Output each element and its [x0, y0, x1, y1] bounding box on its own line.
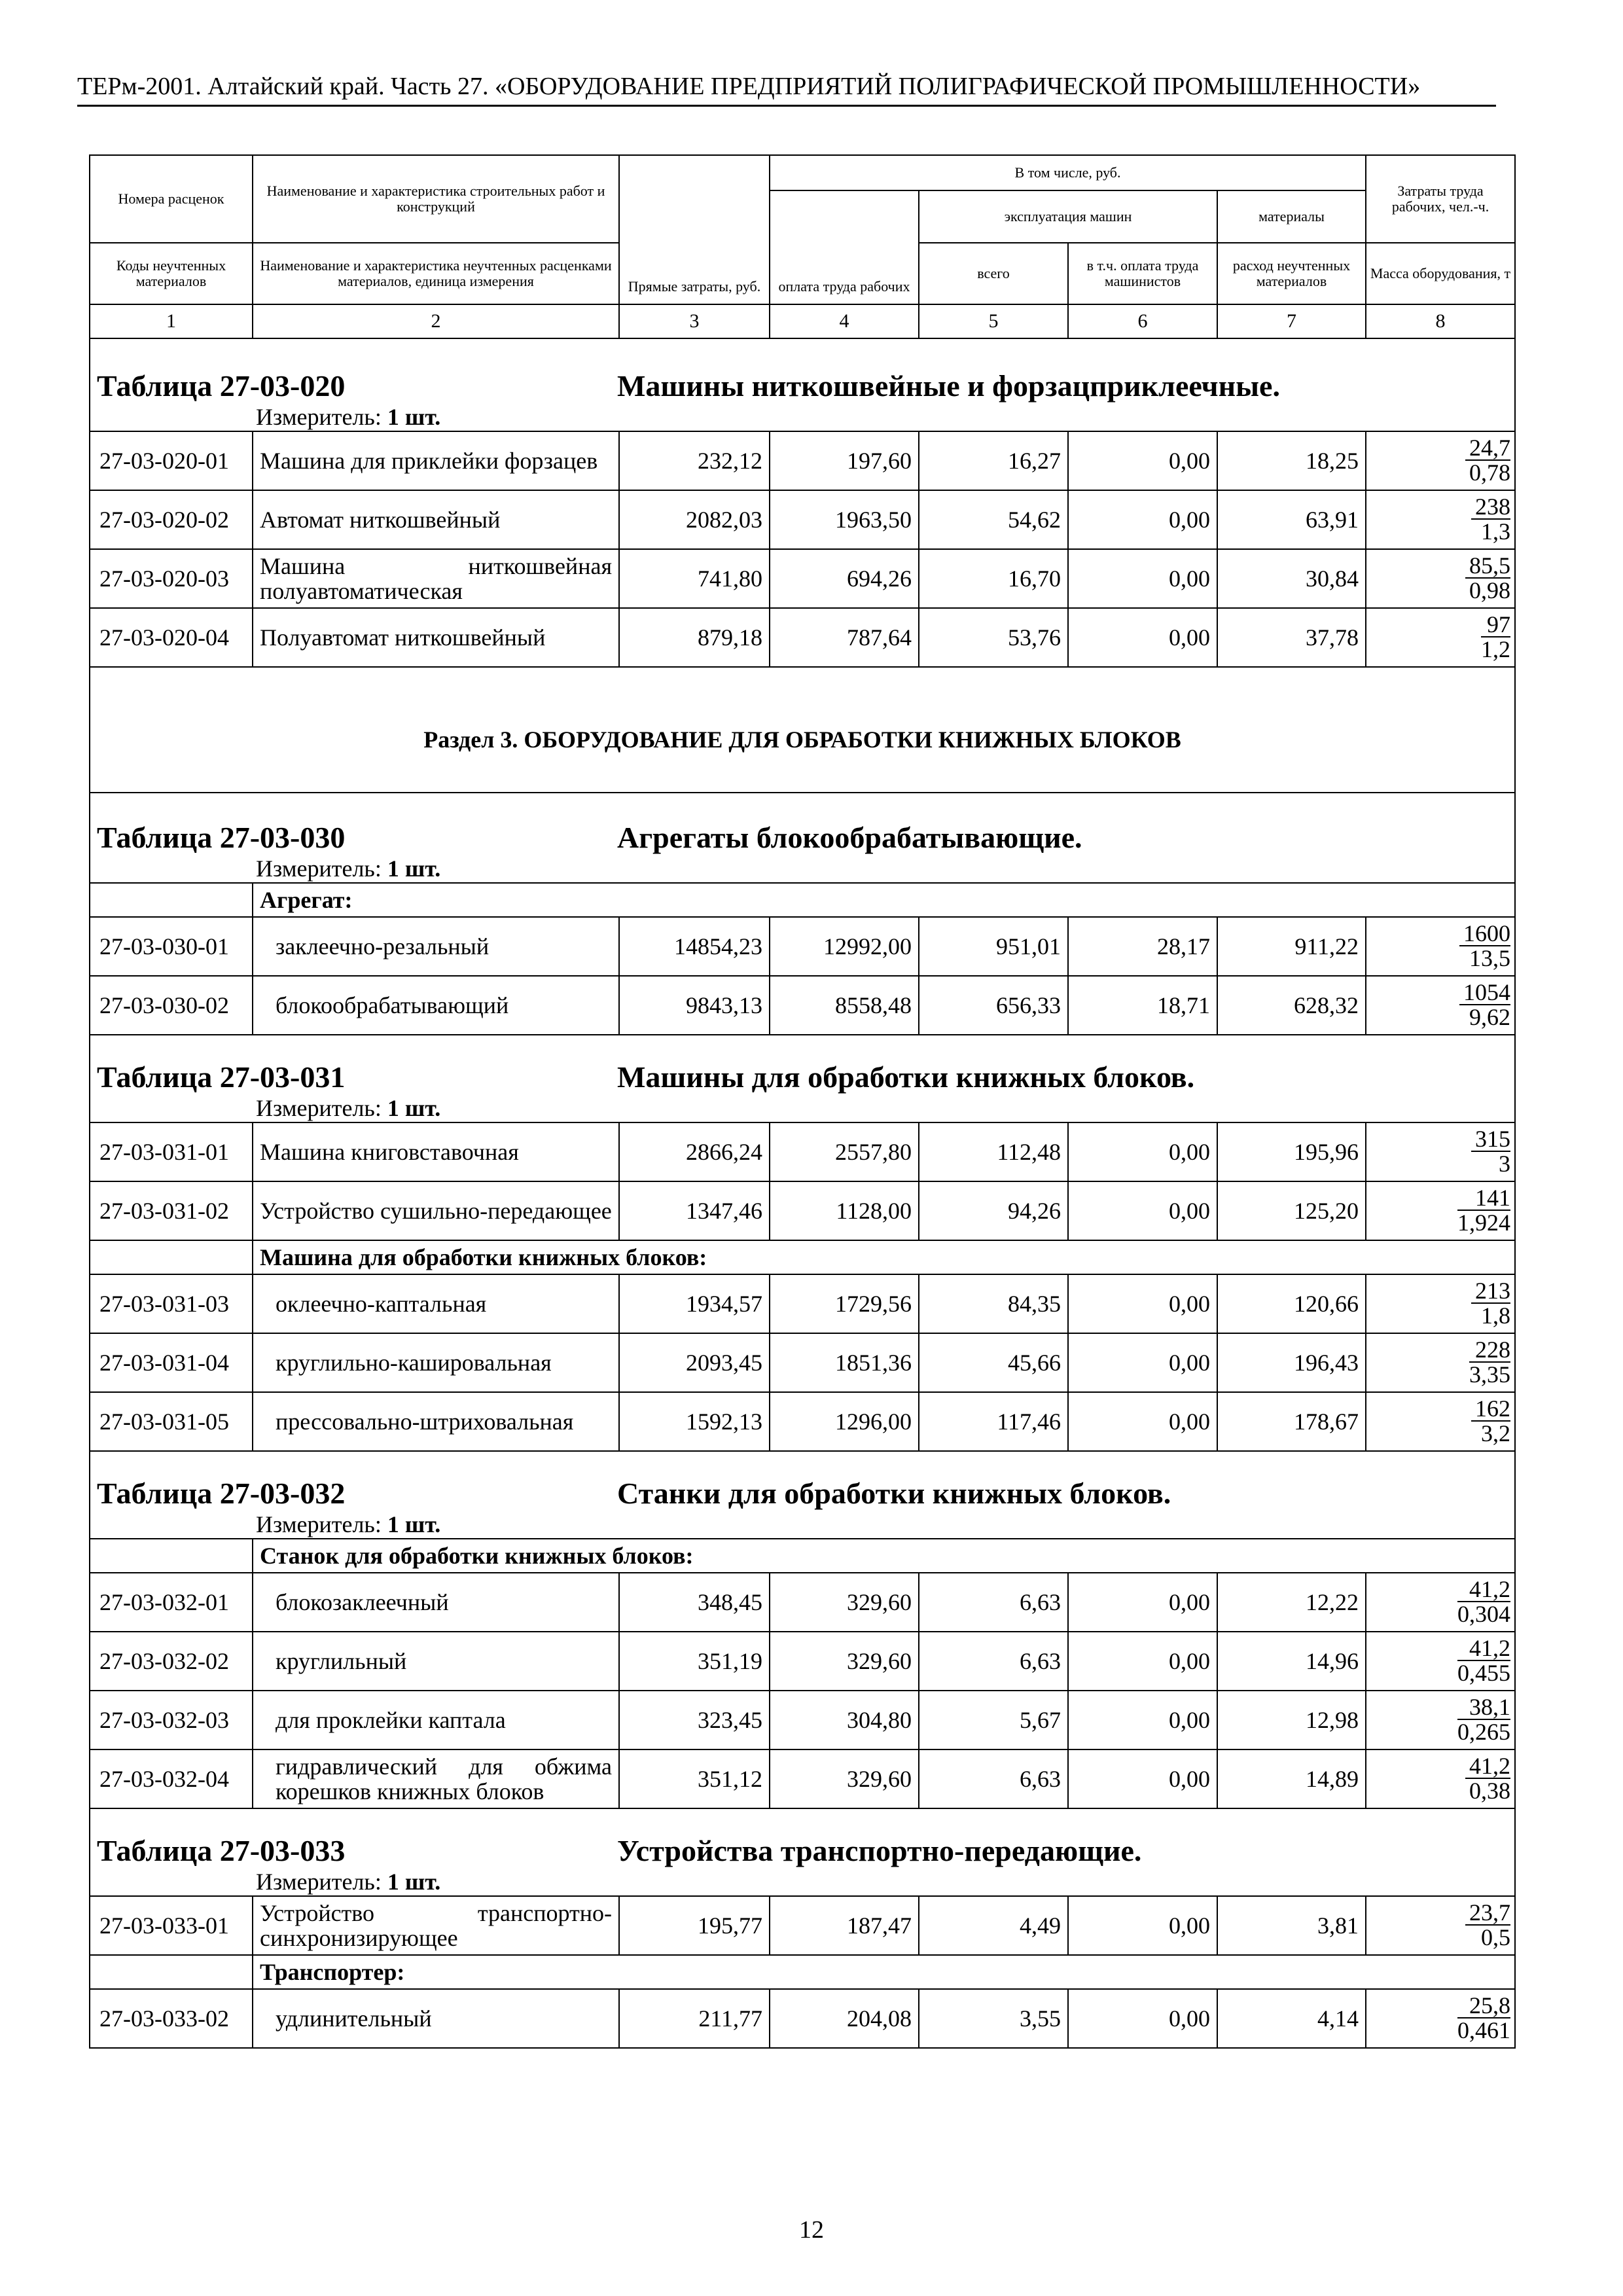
value-mach: 84,35: [919, 1274, 1068, 1333]
meter-label: Измеритель:: [256, 1869, 382, 1895]
value-pay: 1128,00: [770, 1181, 919, 1240]
value-machpay: 0,00: [1068, 549, 1217, 608]
rate-name: удлинительный: [253, 1989, 619, 2048]
th-materials: материалы: [1217, 190, 1366, 243]
table-row: [90, 1274, 1515, 1333]
rate-code: 27-03-030-02: [90, 976, 253, 1035]
value-pay: 2557,80: [770, 1122, 919, 1181]
labor-mass-cell: [1366, 1749, 1515, 1808]
value-mat: 3,81: [1217, 1896, 1366, 1955]
value-machpay: 0,00: [1068, 1392, 1217, 1451]
value-pay: 1296,00: [770, 1392, 919, 1451]
value-mach: 54,62: [919, 490, 1068, 549]
meter-value: 1 шт.: [387, 1511, 441, 1537]
labor-mass-cell: [1366, 1691, 1515, 1749]
labor-mass-cell: [1366, 1989, 1515, 2048]
th-including: В том числе, руб.: [770, 155, 1366, 190]
table-title: Устройства транспортно-передающие.: [617, 1833, 1142, 1867]
column-number: 4: [770, 304, 919, 338]
meter-cell: [90, 855, 1515, 883]
th-total: всего: [919, 243, 1068, 304]
table-row: [90, 490, 1515, 549]
column-number: 1: [90, 304, 253, 338]
labor-mass-fraction: [1471, 495, 1510, 543]
rate-code: 27-03-020-04: [90, 608, 253, 667]
value-direct: 9843,13: [619, 976, 770, 1035]
labor-mass-fraction: [1457, 1994, 1510, 2042]
mass-value: 0,98: [1469, 577, 1511, 603]
meter-cell: [90, 1511, 1515, 1539]
rate-code: 27-03-032-04: [90, 1749, 253, 1808]
table-row: [90, 976, 1515, 1035]
mass-value: 0,265: [1457, 1718, 1511, 1745]
value-pay: 1851,36: [770, 1333, 919, 1392]
rate-code: 27-03-030-01: [90, 917, 253, 976]
value-mat: 12,22: [1217, 1573, 1366, 1632]
labor-value: 213: [1471, 1279, 1510, 1304]
value-pay: 204,08: [770, 1989, 919, 2048]
labor-mass-fraction: [1465, 554, 1510, 602]
value-direct: 1592,13: [619, 1392, 770, 1451]
labor-mass-fraction: [1465, 1901, 1510, 1949]
labor-value: 1054: [1459, 980, 1510, 1005]
value-mach: 117,46: [919, 1392, 1068, 1451]
value-machpay: 0,00: [1068, 1122, 1217, 1181]
meter-row: [90, 1094, 1515, 1122]
rate-name: оклеечно-каптальная: [253, 1274, 619, 1333]
table-title-cell: [90, 338, 1515, 403]
th-machinist-pay: в т.ч. оплата труда машинистов: [1068, 243, 1217, 304]
rate-name: Автомат ниткошвейный: [253, 490, 619, 549]
labor-mass-fraction: [1457, 1186, 1510, 1234]
rate-name: для проклейки каптала: [253, 1691, 619, 1749]
group-row: [90, 1955, 1515, 1989]
labor-mass-cell: [1366, 1632, 1515, 1691]
th-work-name: Наименование и характеристика строительных работ и конструкций: [253, 155, 619, 243]
table-title-row: [90, 1451, 1515, 1511]
value-mach: 4,49: [919, 1896, 1068, 1955]
value-mach: 6,63: [919, 1749, 1068, 1808]
rate-name: Устройство транспортно-синхронизирующее: [253, 1896, 619, 1955]
column-number: 2: [253, 304, 619, 338]
value-mach: 112,48: [919, 1122, 1068, 1181]
value-mach: 951,01: [919, 917, 1068, 976]
rate-name: Полуавтомат ниткошвейный: [253, 608, 619, 667]
meter-value: 1 шт.: [387, 855, 441, 882]
value-mat: 195,96: [1217, 1122, 1366, 1181]
value-direct: 1934,57: [619, 1274, 770, 1333]
labor-mass-fraction: [1459, 922, 1510, 970]
group-empty-cell: [90, 1240, 253, 1274]
value-mat: 12,98: [1217, 1691, 1366, 1749]
table-row: [90, 549, 1515, 608]
table-number: Таблица 27-03-020: [97, 368, 346, 403]
table-title-row: [90, 793, 1515, 855]
rate-code: 27-03-031-05: [90, 1392, 253, 1451]
labor-mass-cell: [1366, 490, 1515, 549]
value-pay: 12992,00: [770, 917, 919, 976]
rate-name: блокообрабатывающий: [253, 976, 619, 1035]
mass-value: 0,304: [1457, 1600, 1511, 1627]
table-row: [90, 917, 1515, 976]
value-pay: 187,47: [770, 1896, 919, 1955]
labor-value: 162: [1471, 1397, 1510, 1422]
table-title-row: [90, 338, 1515, 403]
table-title-cell: [90, 1451, 1515, 1511]
value-machpay: 18,71: [1068, 976, 1217, 1035]
meter-label: Измеритель:: [256, 1511, 382, 1537]
value-machpay: 0,00: [1068, 490, 1217, 549]
value-mach: 6,63: [919, 1632, 1068, 1691]
rate-code: 27-03-032-02: [90, 1632, 253, 1691]
value-direct: 741,80: [619, 549, 770, 608]
group-empty-cell: [90, 1955, 253, 1989]
table-title: Агрегаты блокообрабатывающие.: [617, 820, 1082, 854]
table-title-cell: [90, 1035, 1515, 1094]
value-direct: 2093,45: [619, 1333, 770, 1392]
group-row: [90, 1539, 1515, 1573]
value-mach: 16,70: [919, 549, 1068, 608]
table-row: [90, 1632, 1515, 1691]
value-direct: 195,77: [619, 1896, 770, 1955]
mass-value: 0,5: [1481, 1924, 1511, 1950]
labor-mass-cell: [1366, 608, 1515, 667]
table-title: Машины для обработки книжных блоков.: [617, 1060, 1195, 1094]
value-direct: 2082,03: [619, 490, 770, 549]
rate-code: 27-03-020-03: [90, 549, 253, 608]
value-mach: 5,67: [919, 1691, 1068, 1749]
labor-value: 41,2: [1465, 1754, 1510, 1779]
rate-name: круглильный: [253, 1632, 619, 1691]
table-content: [90, 338, 1515, 2048]
rate-name: Машина для приклейки форзацев: [253, 431, 619, 490]
table-number: Таблица 27-03-030: [97, 820, 346, 854]
meter-row: [90, 1511, 1515, 1539]
labor-mass-fraction: [1471, 1397, 1510, 1445]
column-number: 6: [1068, 304, 1217, 338]
value-direct: 348,45: [619, 1573, 770, 1632]
group-label: Станок для обработки книжных блоков:: [253, 1539, 1515, 1573]
rate-name: Машина ниткошвейная полуавтоматическая: [253, 549, 619, 608]
value-machpay: 0,00: [1068, 1274, 1217, 1333]
value-machpay: 0,00: [1068, 431, 1217, 490]
labor-value: 228: [1469, 1338, 1510, 1363]
labor-mass-fraction: [1469, 1338, 1510, 1386]
labor-value: 85,5: [1465, 554, 1510, 579]
column-number: 8: [1366, 304, 1515, 338]
table-title-row: [90, 1035, 1515, 1094]
table-row: [90, 1122, 1515, 1181]
table-title: Станки для обработки книжных блоков.: [617, 1476, 1171, 1510]
value-mat: 4,14: [1217, 1989, 1366, 2048]
th-direct-costs: Прямые затраты, руб.: [619, 155, 770, 304]
value-mat: 911,22: [1217, 917, 1366, 976]
value-direct: 879,18: [619, 608, 770, 667]
value-machpay: 0,00: [1068, 1749, 1217, 1808]
table-row: [90, 1691, 1515, 1749]
table-row: [90, 1333, 1515, 1392]
labor-mass-fraction: [1481, 613, 1510, 661]
column-number: 3: [619, 304, 770, 338]
value-machpay: 28,17: [1068, 917, 1217, 976]
value-pay: 329,60: [770, 1573, 919, 1632]
th-unaccounted-materials: расход неучтенных материалов: [1217, 243, 1366, 304]
value-machpay: 0,00: [1068, 1896, 1217, 1955]
labor-mass-fraction: [1465, 1754, 1510, 1803]
group-row: [90, 883, 1515, 917]
labor-mass-cell: [1366, 976, 1515, 1035]
labor-mass-fraction: [1471, 1127, 1510, 1175]
meter-row: [90, 403, 1515, 431]
column-numbers-row: [90, 304, 1515, 338]
group-empty-cell: [90, 1539, 253, 1573]
labor-value: 1600: [1459, 922, 1510, 946]
labor-mass-cell: [1366, 431, 1515, 490]
rate-code: 27-03-031-01: [90, 1122, 253, 1181]
value-direct: 211,77: [619, 1989, 770, 2048]
rate-name: круглильно-кашировальная: [253, 1333, 619, 1392]
value-mat: 30,84: [1217, 549, 1366, 608]
th-material-codes: Коды неучтенных материалов: [90, 243, 253, 304]
mass-value: 1,8: [1481, 1302, 1511, 1329]
table-row: [90, 608, 1515, 667]
value-machpay: 0,00: [1068, 608, 1217, 667]
value-mach: 656,33: [919, 976, 1068, 1035]
table-row: [90, 1989, 1515, 2048]
labor-mass-fraction: [1457, 1577, 1510, 1626]
mass-value: 0,461: [1457, 2017, 1511, 2043]
mass-value: 1,3: [1481, 518, 1511, 545]
table-header: [90, 155, 1515, 338]
labor-value: 38,1: [1457, 1695, 1510, 1720]
value-machpay: 0,00: [1068, 1989, 1217, 2048]
table-title: Машины ниткошвейные и форзацприклеечные.: [617, 368, 1280, 403]
labor-mass-fraction: [1459, 980, 1510, 1029]
th-machine-operation: эксплуатация машин: [919, 190, 1217, 243]
rates-table: [89, 154, 1516, 2049]
value-mat: 14,96: [1217, 1632, 1366, 1691]
th-labor-costs: Затраты труда рабочих, чел.-ч.: [1366, 155, 1515, 243]
labor-value: 24,7: [1465, 436, 1510, 461]
meter-cell: [90, 403, 1515, 431]
mass-value: 3,35: [1469, 1361, 1511, 1388]
meter-label: Измеритель:: [256, 1095, 382, 1121]
labor-mass-fraction: [1457, 1695, 1510, 1744]
th-material-names: Наименование и характеристика неучтенных расценками материалов, единица измерения: [253, 243, 619, 304]
group-label: Транспортер:: [253, 1955, 1515, 1989]
page-number: 12: [799, 2216, 824, 2244]
meter-value: 1 шт.: [387, 1095, 441, 1121]
rate-code: 27-03-020-01: [90, 431, 253, 490]
rate-code: 27-03-031-03: [90, 1274, 253, 1333]
value-machpay: 0,00: [1068, 1632, 1217, 1691]
value-pay: 329,60: [770, 1749, 919, 1808]
table-title-cell: [90, 793, 1515, 855]
mass-value: 0,78: [1469, 459, 1511, 486]
labor-mass-cell: [1366, 1392, 1515, 1451]
value-mat: 18,25: [1217, 431, 1366, 490]
section-title: Раздел 3. ОБОРУДОВАНИЕ ДЛЯ ОБРАБОТКИ КНИЖНЫХ БЛОКОВ: [90, 667, 1515, 793]
value-pay: 197,60: [770, 431, 919, 490]
labor-value: 41,2: [1457, 1577, 1510, 1602]
meter-row: [90, 1868, 1515, 1896]
mass-value: 1,2: [1481, 636, 1511, 662]
labor-value: 141: [1457, 1186, 1510, 1211]
meter-row: [90, 855, 1515, 883]
labor-mass-fraction: [1465, 436, 1510, 484]
value-pay: 1963,50: [770, 490, 919, 549]
labor-value: 238: [1471, 495, 1510, 520]
mass-value: 0,38: [1469, 1777, 1511, 1804]
value-pay: 694,26: [770, 549, 919, 608]
mass-value: 1,924: [1457, 1209, 1511, 1236]
labor-mass-cell: [1366, 1333, 1515, 1392]
rate-name: прессовально-штриховальная: [253, 1392, 619, 1451]
value-mach: 6,63: [919, 1573, 1068, 1632]
meter-cell: [90, 1094, 1515, 1122]
value-direct: 1347,46: [619, 1181, 770, 1240]
labor-mass-cell: [1366, 917, 1515, 976]
value-mach: 16,27: [919, 431, 1068, 490]
th-equipment-mass: Масса оборудования, т: [1366, 243, 1515, 304]
mass-value: 3: [1499, 1150, 1511, 1177]
value-mach: 94,26: [919, 1181, 1068, 1240]
value-pay: 329,60: [770, 1632, 919, 1691]
labor-mass-cell: [1366, 1181, 1515, 1240]
rate-code: 27-03-033-01: [90, 1896, 253, 1955]
labor-value: 41,2: [1457, 1636, 1510, 1661]
rate-code: 27-03-031-02: [90, 1181, 253, 1240]
value-pay: 1729,56: [770, 1274, 919, 1333]
table-row: [90, 1181, 1515, 1240]
mass-value: 9,62: [1469, 1003, 1511, 1030]
labor-mass-cell: [1366, 1274, 1515, 1333]
meter-cell: [90, 1868, 1515, 1896]
table-row: [90, 1392, 1515, 1451]
mass-value: 0,455: [1457, 1659, 1511, 1686]
meter-label: Измеритель:: [256, 404, 382, 430]
rate-name: заклеечно-резальный: [253, 917, 619, 976]
rate-code: 27-03-032-01: [90, 1573, 253, 1632]
rate-name: Машина книговставочная: [253, 1122, 619, 1181]
value-pay: 787,64: [770, 608, 919, 667]
labor-mass-cell: [1366, 1896, 1515, 1955]
value-direct: 14854,23: [619, 917, 770, 976]
value-mat: 196,43: [1217, 1333, 1366, 1392]
table-row: [90, 1573, 1515, 1632]
value-mach: 3,55: [919, 1989, 1068, 2048]
value-machpay: 0,00: [1068, 1333, 1217, 1392]
labor-value: 23,7: [1465, 1901, 1510, 1926]
value-mat: 120,66: [1217, 1274, 1366, 1333]
labor-mass-fraction: [1457, 1636, 1510, 1685]
value-machpay: 0,00: [1068, 1691, 1217, 1749]
labor-mass-cell: [1366, 1573, 1515, 1632]
value-pay: 304,80: [770, 1691, 919, 1749]
value-direct: 232,12: [619, 431, 770, 490]
group-label: Машина для обработки книжных блоков:: [253, 1240, 1515, 1274]
value-direct: 323,45: [619, 1691, 770, 1749]
meter-value: 1 шт.: [387, 1869, 441, 1895]
labor-value: 315: [1471, 1127, 1510, 1152]
th-rate-number: Номера расценок: [90, 155, 253, 243]
value-direct: 2866,24: [619, 1122, 770, 1181]
table-title-row: [90, 1808, 1515, 1868]
labor-value: 25,8: [1457, 1994, 1510, 2018]
mass-value: 3,2: [1481, 1420, 1511, 1446]
value-direct: 351,12: [619, 1749, 770, 1808]
value-machpay: 0,00: [1068, 1573, 1217, 1632]
meter-label: Измеритель:: [256, 855, 382, 882]
value-mat: 178,67: [1217, 1392, 1366, 1451]
group-row: [90, 1240, 1515, 1274]
value-mat: 14,89: [1217, 1749, 1366, 1808]
column-number: 5: [919, 304, 1068, 338]
running-header: ТЕРм-2001. Алтайский край. Часть 27. «ОБОРУДОВАНИЕ ПРЕДПРИЯТИЙ ПОЛИГРАФИЧЕСКОЙ ПРОМЫШЛЕННОСТИ»: [77, 71, 1496, 107]
table-row: [90, 431, 1515, 490]
value-mat: 125,20: [1217, 1181, 1366, 1240]
rate-code: 27-03-032-03: [90, 1691, 253, 1749]
labor-mass-cell: [1366, 549, 1515, 608]
value-mat: 63,91: [1217, 490, 1366, 549]
rate-code: 27-03-031-04: [90, 1333, 253, 1392]
table-number: Таблица 27-03-032: [97, 1476, 346, 1510]
value-mach: 53,76: [919, 608, 1068, 667]
rate-name: Устройство сушильно-передающее: [253, 1181, 619, 1240]
section-row: [90, 667, 1515, 793]
value-mach: 45,66: [919, 1333, 1068, 1392]
table-row: [90, 1749, 1515, 1808]
meter-value: 1 шт.: [387, 404, 441, 430]
value-mat: 37,78: [1217, 608, 1366, 667]
table-number: Таблица 27-03-031: [97, 1060, 346, 1094]
rate-name: гидравлический для обжима корешков книжных блоков: [253, 1749, 619, 1808]
labor-mass-fraction: [1471, 1279, 1510, 1327]
rate-name: блокозаклеечный: [253, 1573, 619, 1632]
labor-value: 97: [1481, 613, 1510, 637]
value-mat: 628,32: [1217, 976, 1366, 1035]
th-worker-pay: оплата труда рабочих: [770, 190, 919, 304]
table-row: [90, 1896, 1515, 1955]
rate-code: 27-03-033-02: [90, 1989, 253, 2048]
value-pay: 8558,48: [770, 976, 919, 1035]
table-title-cell: [90, 1808, 1515, 1868]
group-label: Агрегат:: [253, 883, 1515, 917]
value-direct: 351,19: [619, 1632, 770, 1691]
group-empty-cell: [90, 883, 253, 917]
rate-code: 27-03-020-02: [90, 490, 253, 549]
table-number: Таблица 27-03-033: [97, 1833, 346, 1867]
mass-value: 13,5: [1469, 944, 1511, 971]
column-number: 7: [1217, 304, 1366, 338]
labor-mass-cell: [1366, 1122, 1515, 1181]
value-machpay: 0,00: [1068, 1181, 1217, 1240]
